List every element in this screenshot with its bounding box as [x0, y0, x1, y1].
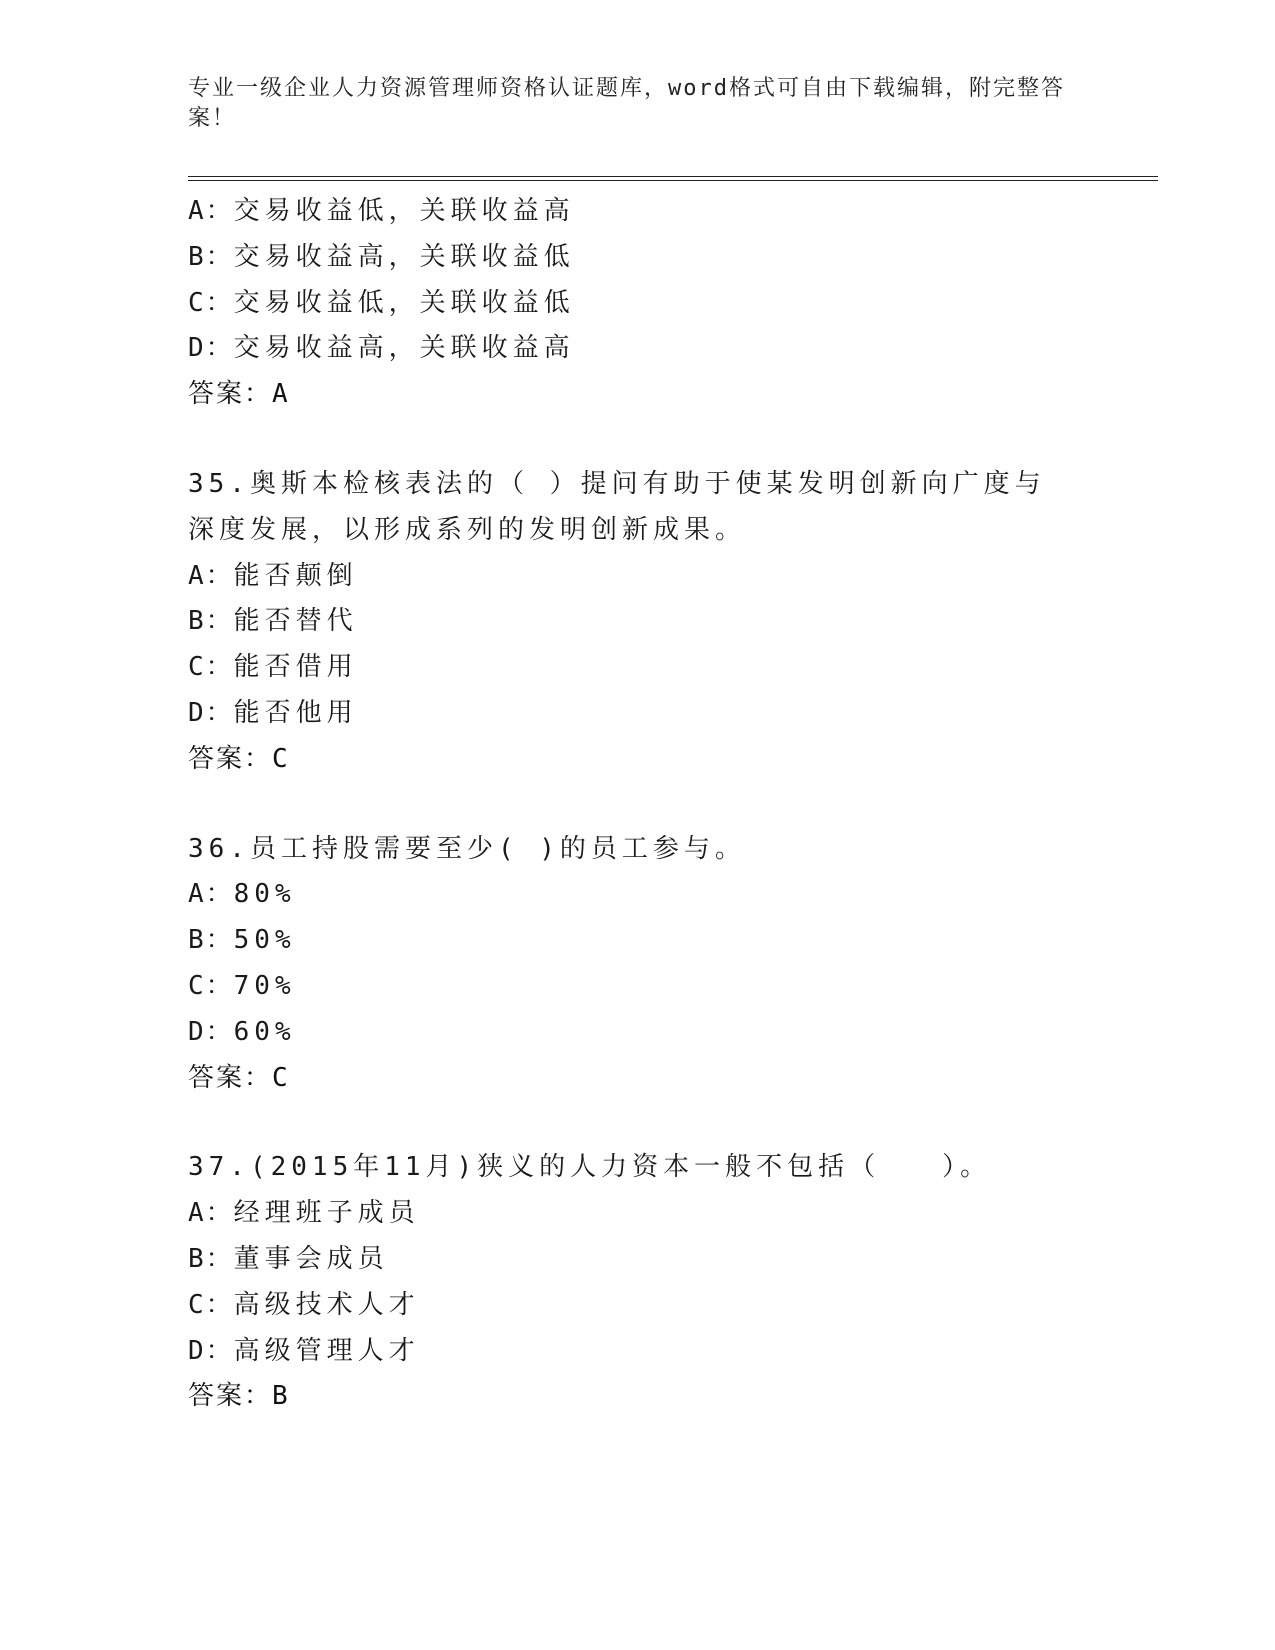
option-letter: D： [188, 697, 234, 728]
answer-value: A [272, 379, 290, 410]
option-text: 能否借用 [233, 652, 358, 683]
spacer [188, 1101, 1088, 1145]
option-text: 交易收益低，关联收益低 [233, 287, 575, 318]
option-text: 交易收益低，关联收益高 [233, 196, 575, 226]
option-letter: D： [188, 1016, 234, 1047]
option-letter: C： [188, 970, 234, 1001]
answer-value: B [272, 1381, 290, 1412]
answer-line [188, 737, 1088, 783]
option-c [188, 1283, 1088, 1329]
option-letter: C： [188, 287, 234, 318]
option-text: 能否替代 [233, 606, 358, 637]
option-letter: B： [188, 1243, 234, 1274]
option-text: 交易收益高，关联收益低 [233, 241, 575, 272]
option-letter: C： [188, 1289, 234, 1320]
option-letter: B： [188, 925, 234, 956]
question-34-continued [188, 189, 1088, 418]
question-37 [188, 1145, 1088, 1420]
option-d [188, 1329, 1088, 1375]
answer-line [188, 1056, 1088, 1102]
answer-value: C [272, 743, 290, 774]
option-b [188, 235, 1088, 281]
question-list [188, 189, 1088, 1420]
option-a [188, 554, 1088, 600]
option-b [188, 918, 1088, 964]
option-c [188, 281, 1088, 327]
option-letter: A： [188, 879, 234, 910]
answer-label: 答案： [188, 743, 273, 774]
option-c [188, 964, 1088, 1010]
question-text: 35.奥斯本检核表法的（ ）提问有助于使某发明创新向广度与深度发展，以形成系列的发明创新成果。 [188, 468, 1046, 545]
question-text: 36.员工持股需要至少( )的员工参与。 [188, 833, 746, 864]
option-letter: D： [188, 333, 234, 364]
spacer [188, 418, 1088, 462]
option-text: 经理班子成员 [233, 1198, 420, 1229]
option-d [188, 1010, 1088, 1056]
option-a [188, 1191, 1088, 1237]
answer-label: 答案： [188, 1062, 273, 1093]
option-a [188, 189, 1088, 235]
page-header: 专业一级企业人力资源管理师资格认证题库，word格式可自由下载编辑，附完整答案！ [188, 76, 1065, 131]
option-c [188, 645, 1088, 691]
option-letter: C： [188, 652, 234, 683]
spacer [188, 783, 1088, 827]
header-divider [188, 176, 1158, 181]
answer-label: 答案： [188, 379, 273, 410]
answer-line [188, 1374, 1088, 1420]
option-letter: A： [188, 1198, 234, 1229]
option-text: 能否颠倒 [233, 560, 358, 591]
option-text: 高级技术人才 [233, 1289, 420, 1320]
option-text: 董事会成员 [233, 1243, 389, 1274]
option-letter: A： [188, 196, 234, 226]
option-text: 交易收益高，关联收益高 [233, 333, 575, 364]
question-36 [188, 827, 1088, 1102]
question-35 [188, 462, 1088, 783]
option-text: 50% [233, 925, 296, 956]
option-d [188, 326, 1088, 372]
option-letter: D： [188, 1335, 234, 1366]
option-a [188, 872, 1088, 918]
option-d [188, 691, 1088, 737]
question-text: 37.(2015年11月)狭义的人力资本一般不包括（ ）。 [188, 1152, 992, 1183]
option-text: 70% [233, 970, 296, 1001]
option-b [188, 599, 1088, 645]
option-text: 能否他用 [233, 697, 358, 728]
option-text: 高级管理人才 [233, 1335, 420, 1366]
answer-label: 答案： [188, 1381, 273, 1412]
option-b [188, 1237, 1088, 1283]
answer-value: C [272, 1062, 290, 1093]
option-letter: A： [188, 560, 234, 591]
option-letter: B： [188, 606, 234, 637]
answer-line [188, 372, 1088, 418]
option-text: 80% [233, 879, 296, 910]
option-letter: B： [188, 241, 234, 272]
option-text: 60% [233, 1016, 296, 1047]
